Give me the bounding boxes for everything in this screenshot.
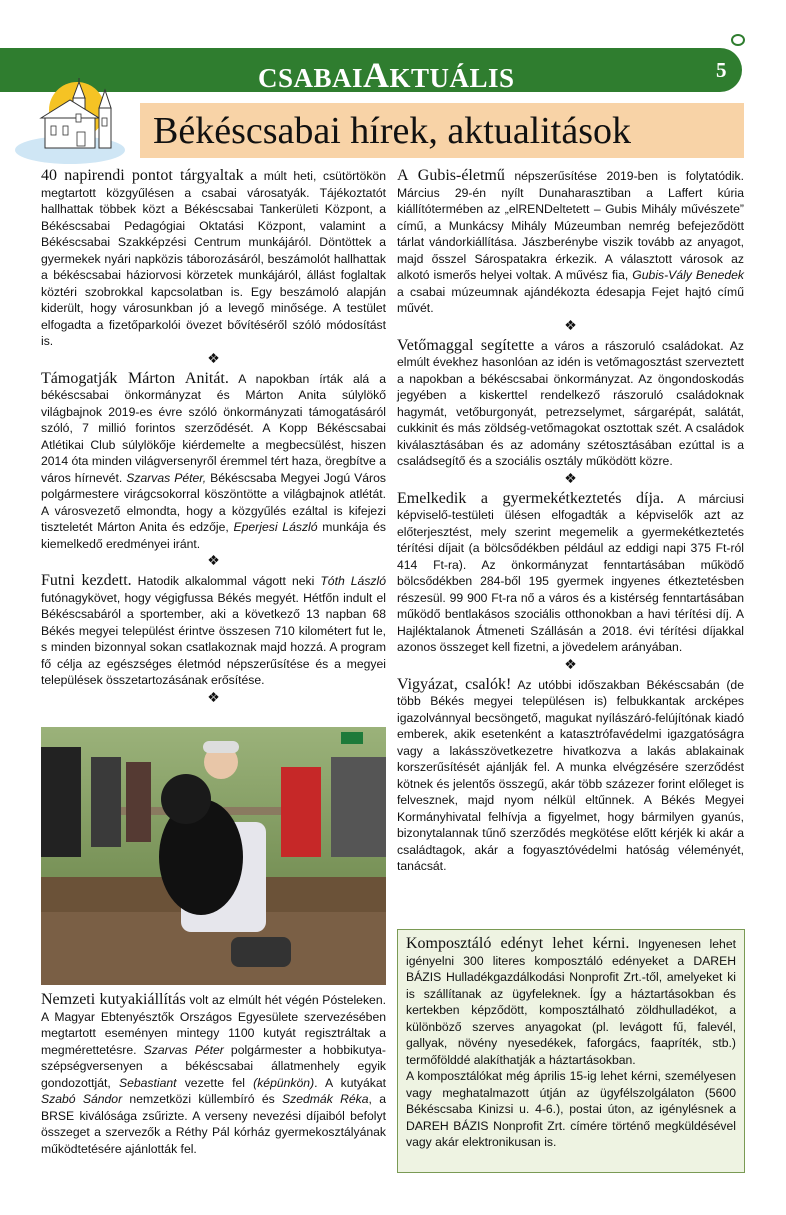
article-marton: Támogatják Márton Anitát. A napokban írták alá a békéscsabai önkormányzat és Márton Anita súlylökő világbajnok 2019-es évre szóló önkormányzati támogatásáról szóló, 7 millió forintos szerződését. A Kopp Békéscsabai Atlétikai Club súlylökője kiérdemelte a megbecsülést, hiszen 2014 óta minden világversenyről éremmel tért haza, öregbítve a város hírnevét. Szarvas Péter, Békéscsaba Megyei Jogú Város polgármestere virágcsokorral köszöntötte a világbajnok atlétát. A városvezető elmondta, hogy a közgyűlés ezáltal is kifejezi tiszteletét Márton Anita és edzője, Eperjesi László munkája és kiemelkedő eredményei iránt.	[41, 369, 386, 551]
ornament-icon: ❖	[564, 655, 577, 672]
article-futni: Futni kezdett. Hatodik alkalommal vágott neki Tóth László futónagykövet, hogy végigfussa Békés megyét. Hétfőn indult el Békéscsabáról a sportember, aki a következő 13 napban 68 Békés megyei települést érintve összesen 710 kilométert fut le, s minden bizonnyal sokan csatlakoznak majd hozzá. A program fő célja az egészséges életmód népszerűsítése és a megyei települések összetartozásának erősítése.	[41, 572, 386, 687]
left-column	[41, 168, 386, 710]
ornament-icon: ❖	[564, 316, 577, 333]
article-lead: Emelkedik a gyermekétkeztetés díja.	[397, 489, 665, 507]
article-lead: Nemzeti kutyakiállítás	[41, 991, 186, 1008]
ornament-icon: ❖	[207, 688, 220, 705]
article-lead: A Gubis-életmű	[397, 167, 505, 184]
article-etkeztetes: Emelkedik a gyermekétkeztetés díja. A márciusi képviselő-testületi ülésen elfogadták a képviselők azt az előterjesztést, mely szerint megemelik a gyermekétkeztetés térítési díjait (a bölcsődékben például az eddigi napi 375 Ft-ról 414 Ft-ra). Az önkormányzat fenntartásában működő bölcsődékben 284-ből 195 gyermek ingyenes étkeztetésben részesül. 99 900 Ft-ra nő a város és a kistérség fenntartásában működő bentlakásos szociális otthonokban a havi térítési díj. A Hajléktalanok Átmeneti Szállásán a 2018. évi térítési díjakkal azonos összeget kell fizetni, a jövedelem arányában.	[397, 489, 744, 654]
article-lead: Támogatják Márton Anitát.	[41, 369, 229, 387]
article-komposzt: Komposztáló edényt lehet kérni. Ingyenesen lehet igényelni 300 literes komposztáló edényeket a DAREH BÁZIS Hulladékgazdálkodási Nonprofit Zrt.-től, amelyeket ki is szállítanak az ügyfeleknek. Így a háztartásokban és kertekben képződött, komposztálható zöldhulladékot, a különböző szerves anyagokat (pl. levágott fű, falevél, gallyak, növény nyesedékek, faforgács, faapríték, stb.) termőfölddé alakíthatják a háztartásokban.	[406, 935, 736, 1067]
article-kutya: Nemzeti kutyakiállítás volt az elmúlt hét végén Pósteleken. A Magyar Ebtenyésztők Országos Egyesülete szervezésében megtartott eseményen mintegy 1100 kutyát regisztráltak a megmérettetésre. Szarvas Péter polgármester a hobbikutya-szépségversenyen a békéscsabai állatmenhely egyik gondozottját, Sebastiant vezette fel (képünkön). A kutyákat Szabó Sándor nemzetközi küllembíró és Szedmák Réka, a BRSE kiválósága zsűrizte. A verseny nevezési díjaiból befolyt összeget a szervezők a Réthy Pál kórház gyermekosztályának működtetésére ajánlották fel.	[41, 991, 386, 1156]
article-napirendi: 40 napirendi pontot tárgyaltak a múlt heti, csütörtökön megtartott közgyűlésen a csabai városatyák. Tájékoztatót hallhattak többek közt a Békéscsabai Tankerületi Központ, a Békéscsabai Pedagógiai Oktatási Központ, valamint a Békéscsabai Szakképzési Centrum munkájáról. Döntöttek a gyermekek nyári napközis táborozásáról, beszámolót hallhattak a békéscsabai háziorvosi körzetek munkájáról, állást foglaltak köztéri szobrokkal kapcsolatban is. Egy beszámoló alapján kiderült, hogy városunkban jó a levegő minősége. A testület elfogadta a fizetőparkolói övezet bővítéséről szóló módosítást is.	[41, 167, 386, 348]
article-lead: Vigyázat, csalók!	[397, 675, 512, 693]
article-lead: Vetőmaggal segítette	[397, 336, 535, 354]
article-komposzt-2: A komposztálókat még április 15-ig lehet kérni, személyesen vagy meghatalmazott útján az ügyfélszolgálaton (5600 Békéscsaba Kinizsi u. 4-6.), postai úton, az igénylésnek a DAREH BÁZIS Nonprofit Zrt. címére történő megküldésével vagy akár elektronikusan is.	[406, 1069, 736, 1149]
ornament-icon: ❖	[564, 469, 577, 486]
article-lead: Futni kezdett.	[41, 572, 132, 589]
ornament-icon: ❖	[207, 349, 220, 366]
ornament-icon: ❖	[207, 552, 220, 568]
article-lead: Komposztáló edényt lehet kérni.	[406, 935, 630, 952]
left-column-bottom	[41, 992, 386, 1157]
swirl-ornament	[731, 34, 745, 46]
article-gubis: A Gubis-életmű népszerűsítése 2019-ben is folytatódik. Március 29-én nyílt Dunaharasztiban a Laffert kúria kiállítótermében az „elRENDeltetett – Gubis Mihály művészete” című, a Munkácsy Mihály Múzeumban nemrég befejeződött tárlat vándorkiállítása. Jászberénybe viszik tovább az anyagot, majd ősszel Sárospatakra érkezik. A választott városok az alkotó ismerős helyei voltak. A művész fia, Gubis-Vály Benedek a csabai múzeumnak ajándékozta édesapja Fejet hajtó című művét.	[397, 167, 744, 315]
section-title: Békéscsabai hírek, aktualitások	[153, 110, 632, 152]
article-veto: Vetőmaggal segítette a város a rászoruló családokat. Az elmúlt évekhez hasonlóan az idén is vetőmagosztást szerveztett a napokban a békéscsabai önkormányzat. Az öngondoskodás jegyében a kiskerttel rendelkező rászoruló családoknak hagymát, vetőburgonyát, petrezselymet, sárgarépát, salátát, cukkinit és más zöldség-vetőmagokat osztottak szét. A családok kiválasztásában és az adomány szétosztásában ezúttal is a családsegítő és a szociális osztály működött közre.	[397, 336, 744, 468]
right-column	[397, 168, 744, 875]
dog-show-photo	[41, 727, 386, 985]
article-lead: 40 napirendi pontot tárgyaltak	[41, 167, 244, 184]
article-csalok: Vigyázat, csalók! Az utóbbi időszakban Békéscsabán (de több Békés megyei településen is) felbukkantak arcképes igazolvánnyal becsöngető, magukat nyílászáró-felújítónak kiadó emberek, akik esetenként a katasztrófavédelmi igazgatóságra vagy a lakásszövetkezetre hivatkozva a lakás ablakainak korszerűsítését ajánlják fel. A munka elvégzésére szerződést kötnek és jelentős összegű, akár több százezer forint előleget is felvesznek, majd nyom nélkül eltűnnek. A Békés Megyei Kormányhivatal felhívja a figyelmet, hogy bármilyen gyanús, bizonytalannak tűnő szerződés megkötése előtt kérjék ki akár a családtagok, akár a fogyasztóvédelmi hatóság véleményét, tanácsát.	[397, 675, 744, 873]
church-logo-icon	[15, 78, 140, 166]
publication-title: CSABAIAKTUÁLIS	[258, 55, 515, 95]
compost-notice-box	[397, 929, 745, 1173]
page-number: 5	[716, 58, 727, 82]
